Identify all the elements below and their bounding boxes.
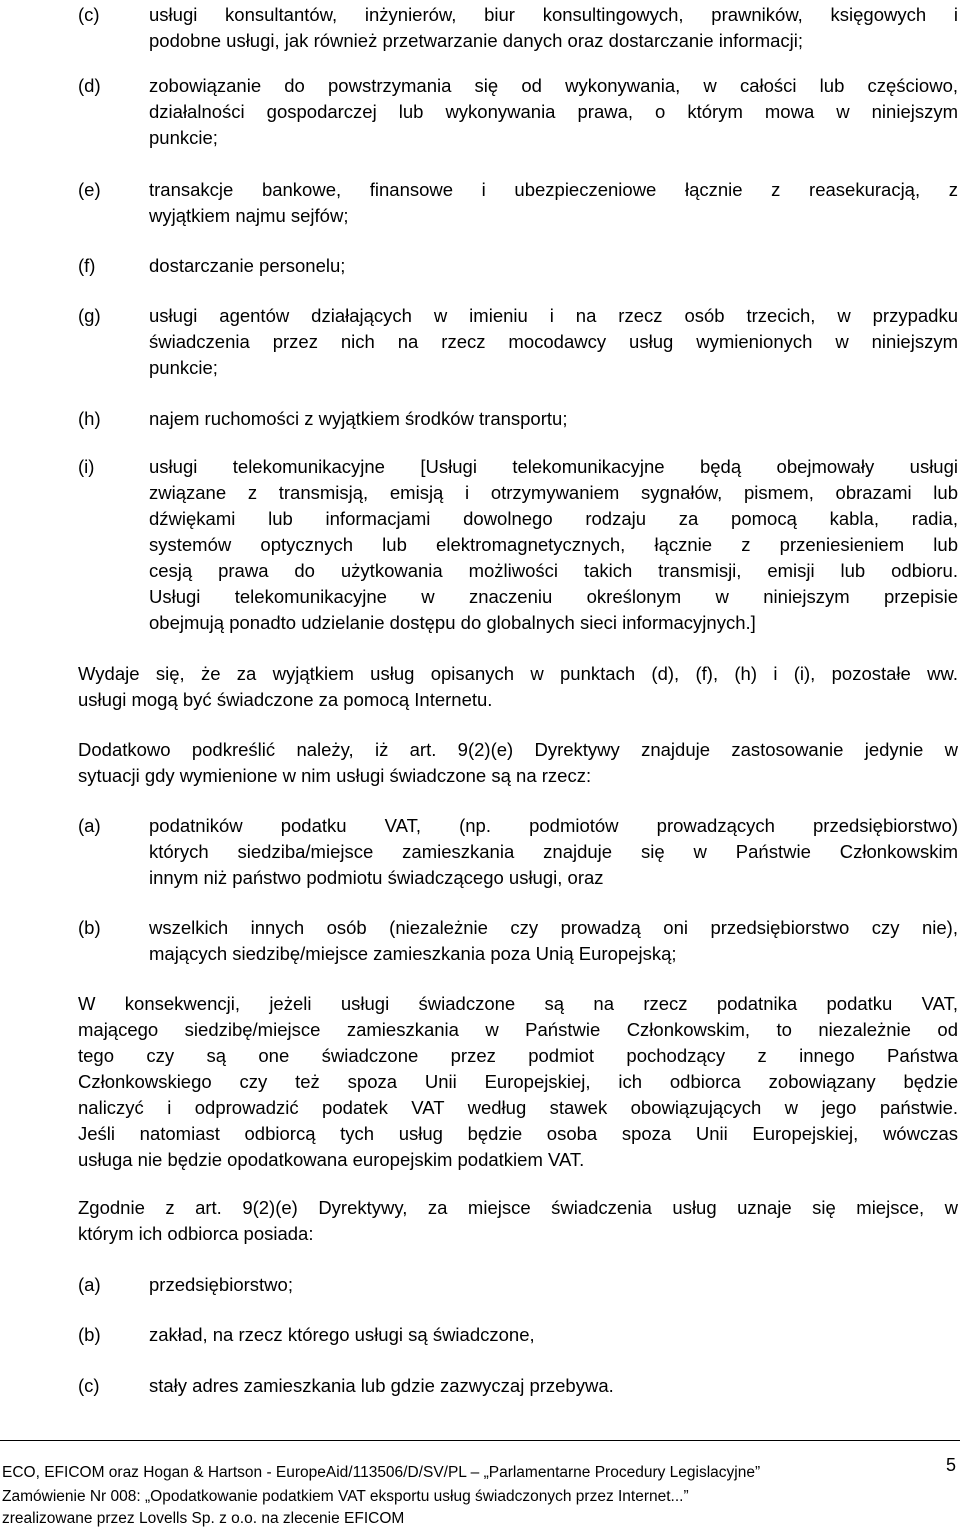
text-line: zakład, na rzecz którego usługi są świadczone, (149, 1324, 535, 1345)
paragraph-place-of-supply (78, 1195, 958, 1247)
footer-project-line: ECO, EFICOM oraz Hogan & Hartson - EuropeAid/113506/D/SV/PL – „Parlamentarne Procedury Legislacyjne” (2, 1464, 761, 1481)
text-line: których siedziba/miejsce zamieszkania znajduje się w Państwie Członkowskim (149, 841, 958, 862)
list-label: (c) (78, 1375, 100, 1396)
footer-divider (0, 1440, 960, 1441)
list-text (149, 177, 958, 229)
footer-order-line: Zamówienie Nr 008: „Opodatkowanie podatkiem VAT eksportu usług świadczonych przez Internet...” (2, 1488, 689, 1505)
text-line: usługa nie będzie opodatkowana europejskim podatkiem VAT. (78, 1149, 585, 1170)
text-line: systemów optycznych lub elektromagnetycznych, łącznie z przeniesieniem lub (149, 534, 958, 555)
list-label: (e) (78, 179, 101, 200)
text-line: zobowiązanie do powstrzymania się od wykonywania, w całości lub częściowo, (149, 75, 958, 96)
list-text (149, 1322, 958, 1348)
text-line: wyjątkiem najmu sejfów; (149, 205, 349, 226)
text-line: przedsiębiorstwo; (149, 1274, 293, 1295)
list-label: (h) (78, 408, 101, 429)
list-label: (i) (78, 456, 95, 477)
list-text (149, 303, 958, 381)
text-line: podobne usługi, jak również przetwarzanie danych oraz dostarczanie informacji; (149, 30, 804, 51)
list-text (149, 813, 958, 891)
paragraph-article-scope (78, 737, 958, 789)
list-label: (a) (78, 815, 101, 836)
list-text (149, 1272, 958, 1298)
text-line: stały adres zamieszkania lub gdzie zazwyczaj przebywa. (149, 1375, 614, 1396)
list-label: (d) (78, 75, 101, 96)
list-text (149, 253, 958, 279)
text-line: świadczenia przez nich na rzecz mocodawcy usług wymienionych w niniejszym (149, 331, 958, 352)
list-text (149, 1373, 958, 1399)
list-text (149, 915, 958, 967)
text-line: Zgodnie z art. 9(2)(e) Dyrektywy, za miejsce świadczenia usług uznaje się miejsce, w (78, 1197, 958, 1218)
text-line: Dodatkowo podkreślić należy, iż art. 9(2)(e) Dyrektywy znajduje zastosowanie jedynie w (78, 739, 958, 760)
list-label: (c) (78, 4, 100, 25)
text-line: Jeśli natomiast odbiorcą tych usług będzie osoba spoza Unii Europejskiej, wówczas (78, 1123, 958, 1144)
list-label: (b) (78, 1324, 101, 1345)
list-text (149, 2, 958, 54)
list-label: (f) (78, 255, 96, 276)
text-line: innym niż państwo podmiotu świadczącego usługi, oraz (149, 867, 604, 888)
footer-author-line: zrealizowane przez Lovells Sp. z o.o. na zlecenie EFICOM (2, 1510, 405, 1527)
list-label: (a) (78, 1274, 101, 1295)
page-number: 5 (945, 1455, 956, 1475)
text-line: punkcie; (149, 127, 218, 148)
text-line: mającego siedzibę/miejsce zamieszkania w Państwie Członkowskim, to niezależnie od (78, 1019, 958, 1040)
text-line: usługi konsultantów, inżynierów, biur konsultingowych, prawników, księgowych i (149, 4, 958, 25)
text-line: punkcie; (149, 357, 218, 378)
text-line: najem ruchomości z wyjątkiem środków transportu; (149, 408, 568, 429)
text-line: Członkowskiego czy też spoza Unii Europejskiej, ich odbiorca zobowiązany będzie (78, 1071, 958, 1092)
text-line: sytuacji gdy wymienione w nim usługi świadczone są na rzecz: (78, 765, 592, 786)
paragraph-consequences (78, 991, 958, 1173)
paragraph-internet-services (78, 661, 958, 713)
text-line: którym ich odbiorca posiada: (78, 1223, 314, 1244)
list-text (149, 406, 958, 432)
text-line: tego czy są one świadczone przez podmiot pochodzący z innego Państwa (78, 1045, 958, 1066)
text-line: W konsekwencji, jeżeli usługi świadczone są na rzecz podatnika podatku VAT, (78, 993, 958, 1014)
text-line: podatników podatku VAT, (np. podmiotów prowadzących przedsiębiorstwo) (149, 815, 958, 836)
list-text (149, 73, 958, 151)
text-line: transakcje bankowe, finansowe i ubezpieczeniowe łącznie z reasekuracją, z (149, 179, 958, 200)
list-label: (b) (78, 917, 101, 938)
page-footer (0, 1440, 960, 1532)
text-line: działalności gospodarczej lub wykonywania prawa, o którym mowa w niniejszym (149, 101, 958, 122)
list-text (149, 454, 958, 636)
text-line: naliczyć i odprowadzić podatek VAT według stawek obowiązujących w jego państwie. (78, 1097, 958, 1118)
text-line: cesją prawa do użytkowania możliwości takich transmisji, emisji lub odbioru. (149, 560, 958, 581)
text-line: dostarczanie personelu; (149, 255, 346, 276)
text-line: usługi mogą być świadczone za pomocą Internetu. (78, 689, 493, 710)
text-line: usługi agentów działających w imieniu i na rzecz osób trzecich, w przypadku (149, 305, 958, 326)
text-line: Usługi telekomunikacyjne w znaczeniu określonym w niniejszym przepisie (149, 586, 958, 607)
text-line: Wydaje się, że za wyjątkiem usług opisanych w punktach (d), (f), (h) i (i), pozostałe ww. (78, 663, 958, 684)
text-line: mających siedzibę/miejsce zamieszkania poza Unią Europejską; (149, 943, 677, 964)
text-line: obejmują ponadto udzielanie dostępu do globalnych sieci informacyjnych.] (149, 612, 756, 633)
text-line: związane z transmisją, emisją i otrzymywaniem sygnałów, pismem, obrazami lub (149, 482, 958, 503)
text-line: usługi telekomunikacyjne [Usługi telekomunikacyjne będą obejmowały usługi (149, 456, 958, 477)
text-line: dźwiękami lub informacjami dowolnego rodzaju za pomocą kabla, radia, (149, 508, 958, 529)
text-line: wszelkich innych osób (niezależnie czy prowadzą oni przedsiębiorstwo czy nie), (149, 917, 958, 938)
list-label: (g) (78, 305, 101, 326)
